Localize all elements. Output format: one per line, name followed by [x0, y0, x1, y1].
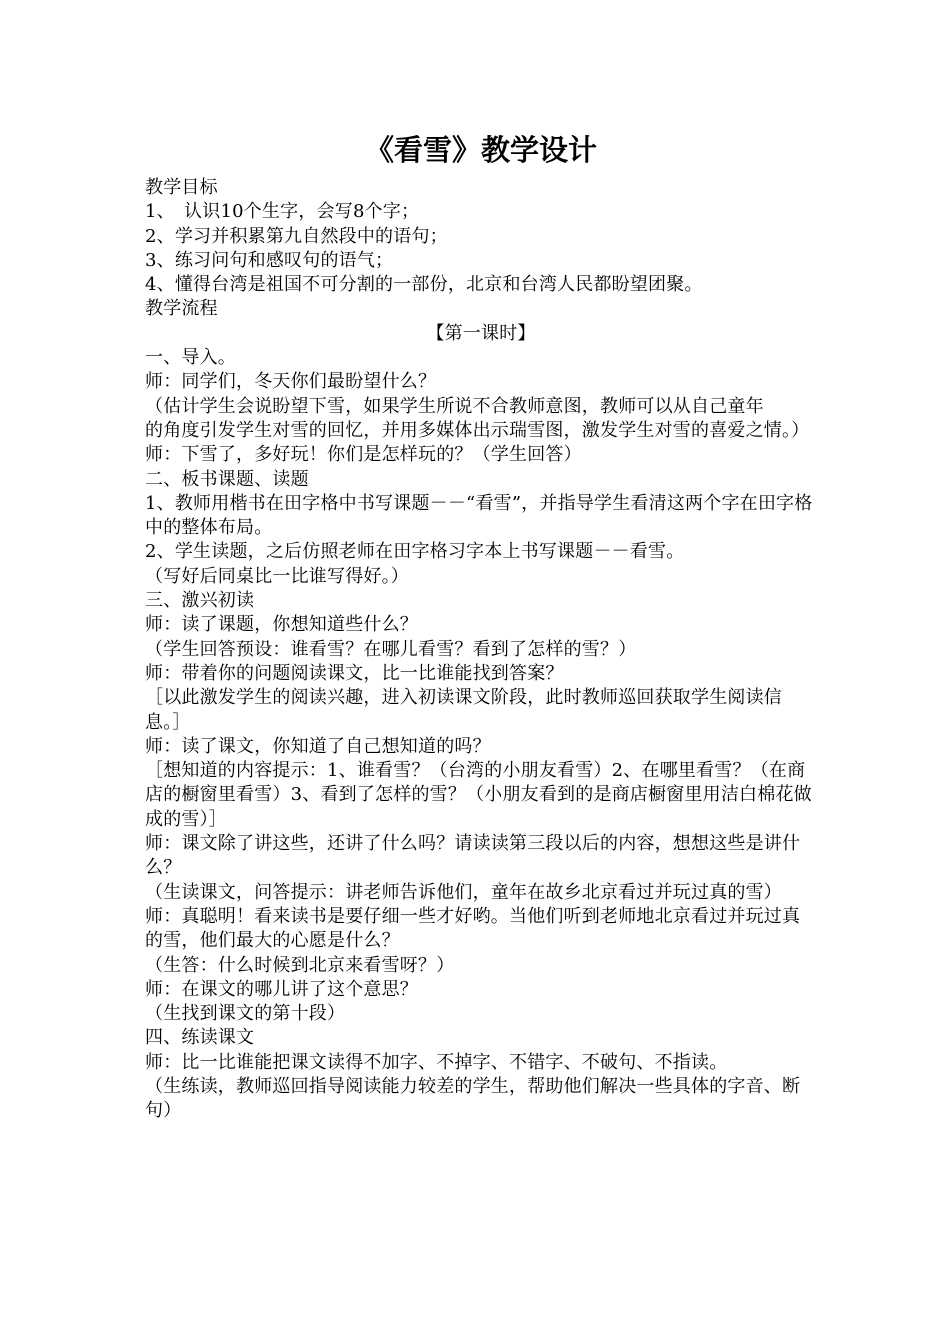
document-paragraph: 师：读了课题，你想知道些什么？ [145, 614, 418, 636]
document-page [145, 124, 817, 1124]
document-paragraph: 四、练读课文 [145, 1027, 255, 1049]
document-paragraph: ［以此激发学生的阅读兴趣，进入初读课文阶段，此时教师巡回获取学生阅读信息。］ [145, 687, 782, 733]
document-paragraph: 师：下雪了，多好玩！你们是怎样玩的？（学生回答） [145, 444, 582, 466]
document-paragraph: 3、练习问句和感叹句的语气； [145, 249, 394, 271]
document-paragraph: 师：课文除了讲这些，还讲了什么吗？请读读第三段以后的内容，想想这些是讲什么？ [145, 833, 801, 879]
document-paragraph: （学生回答预设：谁看雪？在哪儿看雪？看到了怎样的雪？） [145, 638, 637, 660]
document-paragraph: 的角度引发学生对雪的回忆，并用多媒体出示瑞雪图，激发学生对雪的喜爱之情。） [145, 419, 810, 441]
document-paragraph: ［想知道的内容提示：1、谁看雪？（台湾的小朋友看雪）2、在哪里看雪？（在商店的橱窗里看雪）3、看到了怎样的雪？（小朋友看到的是商店橱窗里用洁白棉花做成的雪）］ [145, 760, 812, 830]
document-title: 《看雪》教学设计 [364, 133, 597, 167]
document-paragraph: 教学流程 [145, 298, 218, 320]
document-paragraph: 二、板书课题、读题 [145, 468, 309, 490]
document-paragraph: （生找到课文的第十段） [145, 1003, 346, 1025]
document-paragraph: 1、教师用楷书在田字格中书写课题－－“看雪”，并指导学生看清这两个字在田字格中的整体布局。 [145, 492, 813, 539]
document-paragraph: 【第一课时】 [426, 322, 536, 344]
document-paragraph: （生练读，教师巡回指导阅读能力较差的学生，帮助他们解决一些具体的字音、断句） [145, 1075, 801, 1122]
document-body [145, 176, 817, 1124]
document-paragraph: 2、学生读题，之后仿照老师在田字格习字本上书写课题－－看雪。 [145, 541, 685, 563]
document-paragraph: 一、导入。 [145, 347, 236, 369]
document-paragraph: 师：读了课文，你知道了自己想知道的吗？ [145, 735, 491, 757]
document-paragraph: 2、学习并积累第九自然段中的语句； [145, 225, 448, 247]
document-paragraph: 师：真聪明！看来读书是要仔细一些才好哟。当他们听到老师地北京看过并玩过真的雪，他们最大的心愿是什么？ [145, 905, 801, 952]
document-paragraph: （生答：什么时候到北京来看雪呀？） [145, 954, 455, 976]
document-paragraph: 三、激兴初读 [145, 590, 255, 612]
document-paragraph: 师：在课文的哪儿讲了这个意思？ [145, 978, 418, 1000]
document-paragraph: （生读课文，问答提示：讲老师告诉他们，童年在故乡北京看过并玩过真的雪） [145, 881, 782, 903]
document-paragraph: （估计学生会说盼望下雪，如果学生所说不合教师意图，教师可以从自己童年 [145, 395, 764, 417]
document-paragraph: （写好后同桌比一比谁写得好。） [145, 565, 409, 587]
document-paragraph: 教学目标 [145, 177, 218, 198]
document-paragraph: 1、 认识10个生字，会写8个字； [145, 201, 420, 223]
document-paragraph: 4、懂得台湾是祖国不可分割的一部份，北京和台湾人民都盼望团聚。 [145, 274, 703, 296]
document-paragraph: 师：带着你的问题阅读课文，比一比谁能找到答案？ [145, 662, 564, 684]
document-paragraph: 师：比一比谁能把课文读得不加字、不掉字、不错字、不破句、不指读。 [145, 1051, 728, 1073]
document-paragraph: 师：同学们，冬天你们最盼望什么？ [145, 371, 437, 393]
